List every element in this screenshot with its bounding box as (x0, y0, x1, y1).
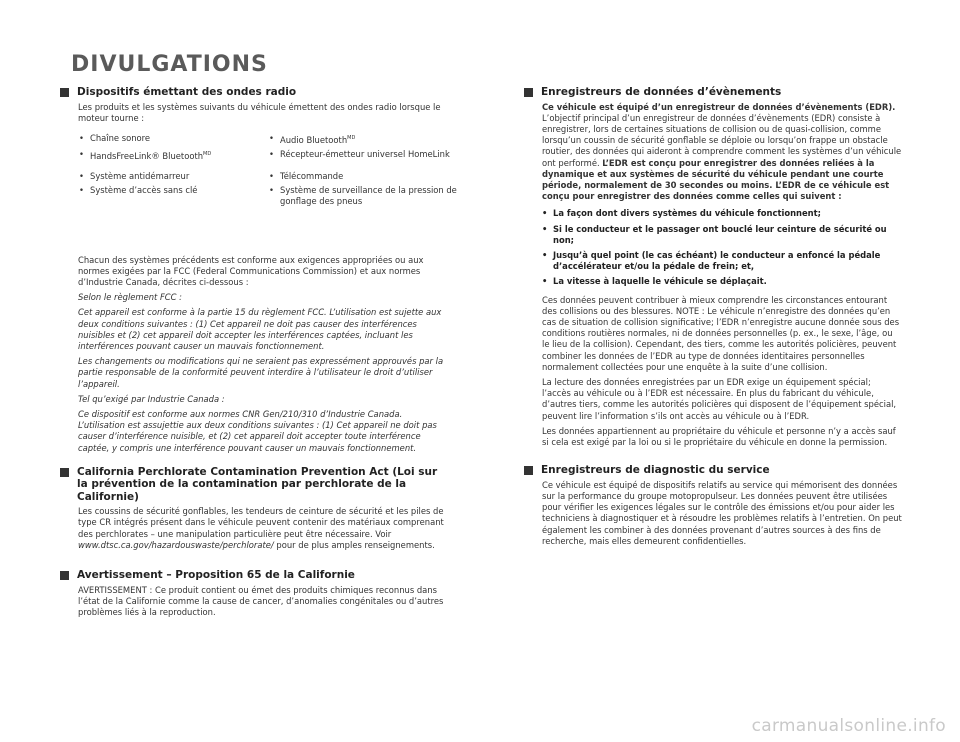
prop65-text: AVERTISSEMENT : Ce produit contient ou émet des produits chimiques reconnus dans l’état de la Californie comme la cause de cancer, d’anomalies congénitales ou d’autres problèmes liés à la reproduction. (78, 584, 444, 617)
list-item: • Système antidémarreur (78, 171, 268, 182)
square-bullet-icon (524, 466, 533, 475)
left-column (60, 86, 457, 622)
perchlorate-url: www.dtsc.ca.gov/hazardouswaste/perchlorate/ (78, 539, 274, 550)
section-heading-perchlorate: California Perchlorate Contamination Prevention Act (Loi sur la prévention de la contamination par perchlorate de la Californie) (60, 466, 450, 504)
ic-text: Ce dispositif est conforme aux normes CNR Gen/210/310 d’Industrie Canada. L’utilisation est assujettie aux deux conditions suivantes : (1) Cet appareil ne doit pas causer d’interférence nuisible, et (2) cet appareil doit accepter toute interférence captée, y compris une interférence pouvant causer un mauvais fonctionnement. (78, 408, 437, 453)
list-item: • Système d’accès sans clé (78, 185, 268, 207)
edr-bullet-list (542, 208, 902, 287)
square-bullet-icon (60, 468, 69, 477)
compliance-text: Chacun des systèmes précédents est conforme aux exigences appropriées ou aux normes exigées par la FCC (Federal Communications Commission) et aux normes d’Industrie Canada, décrites ci-dessous : (78, 254, 424, 287)
list-item: • Système de surveillance de la pression de gonflage des pneus (268, 185, 458, 207)
section-heading-prop65: Avertissement – Proposition 65 de la Californie (60, 569, 450, 582)
edr-paragraph-2: Ces données peuvent contribuer à mieux comprendre les circonstances entourant des collisions ou des blessures. NOTE : Le véhicule n’enregistre des données qu’en cas de situation de collision significative; l’EDR n’enregistre aucune donnée sous des conditions routières normales, ni de données personnelles (p. ex., le sexe, l’âge, ou le lieu de la collision). Cependant, des tiers, comme les autorités policières, peuvent combiner les données de l’EDR au type de données identitaires personnelles normalement collectées pour une enquête à la suite d’une collision. (542, 294, 900, 372)
page-title: DIVULGATIONS (71, 52, 268, 77)
list-item: • La vitesse à laquelle le véhicule se déplaçait. (542, 276, 902, 287)
section-heading-radio: Dispositifs émettant des ondes radio (60, 86, 450, 99)
section-heading-edr: Enregistreurs de données d’évènements (524, 86, 902, 99)
list-item: • HandsFreeLink® Bluetooth$^{MD}$ (78, 149, 268, 162)
square-bullet-icon (60, 88, 69, 97)
section-heading-diagnostic: Enregistreurs de diagnostic du service (524, 464, 902, 477)
list-item: • Télécommande (268, 171, 458, 182)
right-column (524, 86, 902, 551)
edr-paragraph-3: La lecture des données enregistrées par un EDR exige un équipement spécial; l’accès au véhicule ou à l’EDR est nécessaire. En plus du fabricant du véhicule, d’autres tiers, comme les autorités policières qui disposent de l’équipement spécial, peuvent lire l’information s’ils ont accès au véhicule ou à l’EDR. (542, 376, 897, 421)
watermark: carmanualsonline.info (751, 716, 946, 736)
square-bullet-icon (60, 571, 69, 580)
ic-label: Tel qu’exigé par Industrie Canada : (78, 393, 225, 404)
list-item: • La façon dont divers systèmes du véhicule fonctionnent; (542, 208, 902, 219)
fcc-label: Selon le règlement FCC : (78, 292, 182, 303)
radio-intro: Les produits et les systèmes suivants du véhicule émettent des ondes radio lorsque le moteur tourne : (78, 101, 441, 123)
square-bullet-icon (524, 88, 533, 97)
edr-paragraph-4: Les données appartiennent au propriétaire du véhicule et personne n’y a accès sauf si cela est exigé par la loi ou si le propriétaire du véhicule en donne la permission. (542, 425, 896, 447)
list-item: • Si le conducteur et le passager ont bouclé leur ceinture de sécurité ou non; (542, 224, 902, 246)
list-item: • Récepteur-émetteur universel HomeLink (268, 149, 458, 162)
list-item: • Audio Bluetooth$^{MD}$ (268, 133, 458, 146)
radio-device-list (60, 132, 457, 207)
list-item: • Jusqu’à quel point (le cas échéant) le conducteur a enfoncé la pédale d’accélérateur et/ou la pédale de frein; et, (542, 250, 902, 272)
list-item: • Chaîne sonore (78, 133, 268, 146)
diagnostic-text: Ce véhicule est équipé de dispositifs relatifs au service qui mémorisent des données sur la performance du groupe motopropulseur. Les données peuvent être utilisées pour vérifier les exigences légales sur le contrôle des émissions et/ou pour aider les techniciens à diagnostiquer et à résoudre les problèmes relatifs à l’entretien. On peut également les combiner à des données provenant d’autres sources à des fins de recherche, mais elles demeurent confidentielles. (542, 479, 902, 546)
perchlorate-text: Les coussins de sécurité gonflables, les tendeurs de ceinture de sécurité et les piles de type CR intégrés présent dans le véhicule peuvent contenir des matériaux comprenant des perchlorates – une manipulation particulière peut être nécessaire. Voir www.dtsc.ca.gov/hazardouswaste/perchlorate/ pour de plus amples renseignements. (78, 506, 444, 550)
fcc-text: Cet appareil est conforme à la partie 15 du règlement FCC. L’utilisation est sujette aux deux conditions suivantes : (1) Cet appareil ne doit pas causer des interférences nuisibles et (2) cet appareil doit accepter les interférences captées, incluant les interférences pouvant causer un mauvais fonctionnement. (78, 307, 442, 351)
changes-text: Les changements ou modifications qui ne seraient pas expressément approuvés par la partie responsable de la conformité peuvent interdire à l’utilisateur le droit d’utiliser l’appareil. (78, 356, 444, 389)
edr-paragraph-1: Ce véhicule est équipé d’un enregistreur de données d’évènements (EDR). L’objectif principal d’un enregistreur de données d’évènements (EDR) consiste à enregistrer, lors de certaines situations de collision ou de quasi-collision, comme lorsqu’un coussin de sécurité gonflable se déploie ou lorsqu’on frappe un obstacle routier, des données qui aideront à comprendre comment les systèmes d’un véhicule ont performé. L’EDR est conçu pour enregistrer des données reliées à la dynamique et aux systèmes de sécurité du véhicule pendant une courte période, normalement de 30 secondes ou moins. L’EDR de ce véhicule est conçu pour enregistrer des données comme celles qui suivent : (542, 101, 902, 202)
